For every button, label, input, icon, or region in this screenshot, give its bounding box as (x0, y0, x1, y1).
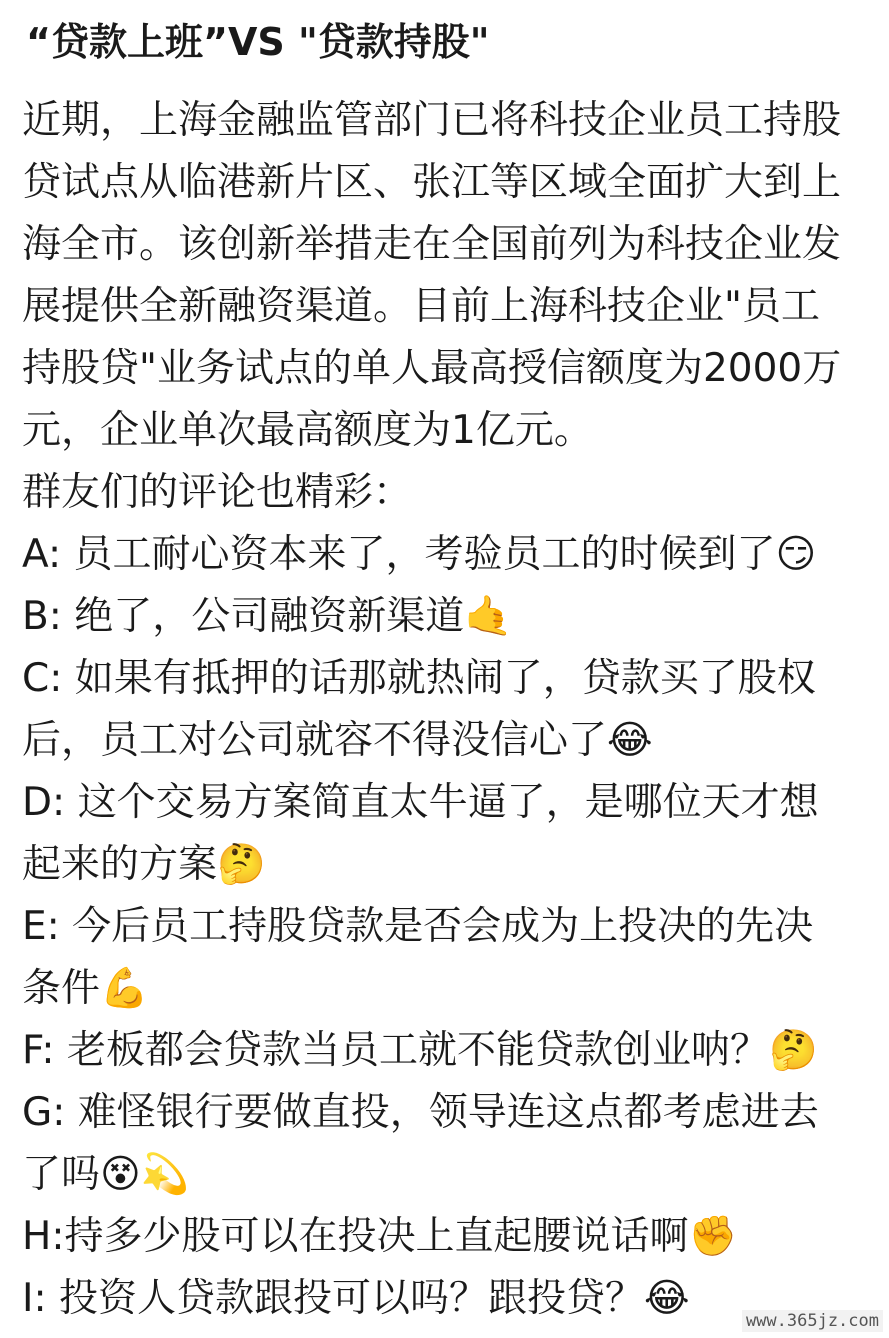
post-title: “贷款上班”VS "贷款持股" (26, 20, 490, 64)
comment-d: D: 这个交易方案简直太牛逼了，是哪位天才想起来的方案🤔 (22, 780, 819, 887)
comment-e: E: 今后员工持股贷款是否会成为上投决的先决条件💪 (22, 904, 814, 1011)
comment-b: B: 绝了，公司融资新渠道🤙 (22, 594, 513, 639)
post-body (22, 90, 852, 1330)
comment-a: A: 员工耐心资本来了，考验员工的时候到了😏 (22, 532, 817, 577)
comment-f: F: 老板都会贷款当员工就不能贷款创业呐？🤔 (22, 1028, 818, 1073)
comment-h: H:持多少股可以在投决上直起腰说话啊✊ (22, 1214, 738, 1259)
comment-c: C: 如果有抵押的话那就热闹了，贷款买了股权后，员工对公司就容不得没信心了😂 (22, 656, 816, 763)
comment-i: I: 投资人贷款跟投可以吗？跟投贷？😂 (22, 1276, 690, 1321)
comments-header: 群友们的评论也精彩： (22, 470, 413, 515)
intro-paragraph: 近期，上海金融监管部门已将科技企业员工持股贷试点从临港新片区、张江等区域全面扩大到上海全市。该创新举措走在全国前列为科技企业发展提供全新融资渠道。目前上海科技企业"员工持股贷"业务试点的单人最高授信额度为2000万元，企业单次最高额度为1亿元。 (22, 98, 842, 453)
site-watermark: www.365jz.com (742, 1310, 883, 1332)
comment-g: G: 难怪银行要做直投，领导连这点都考虑进去了吗😵💫 (22, 1090, 819, 1197)
